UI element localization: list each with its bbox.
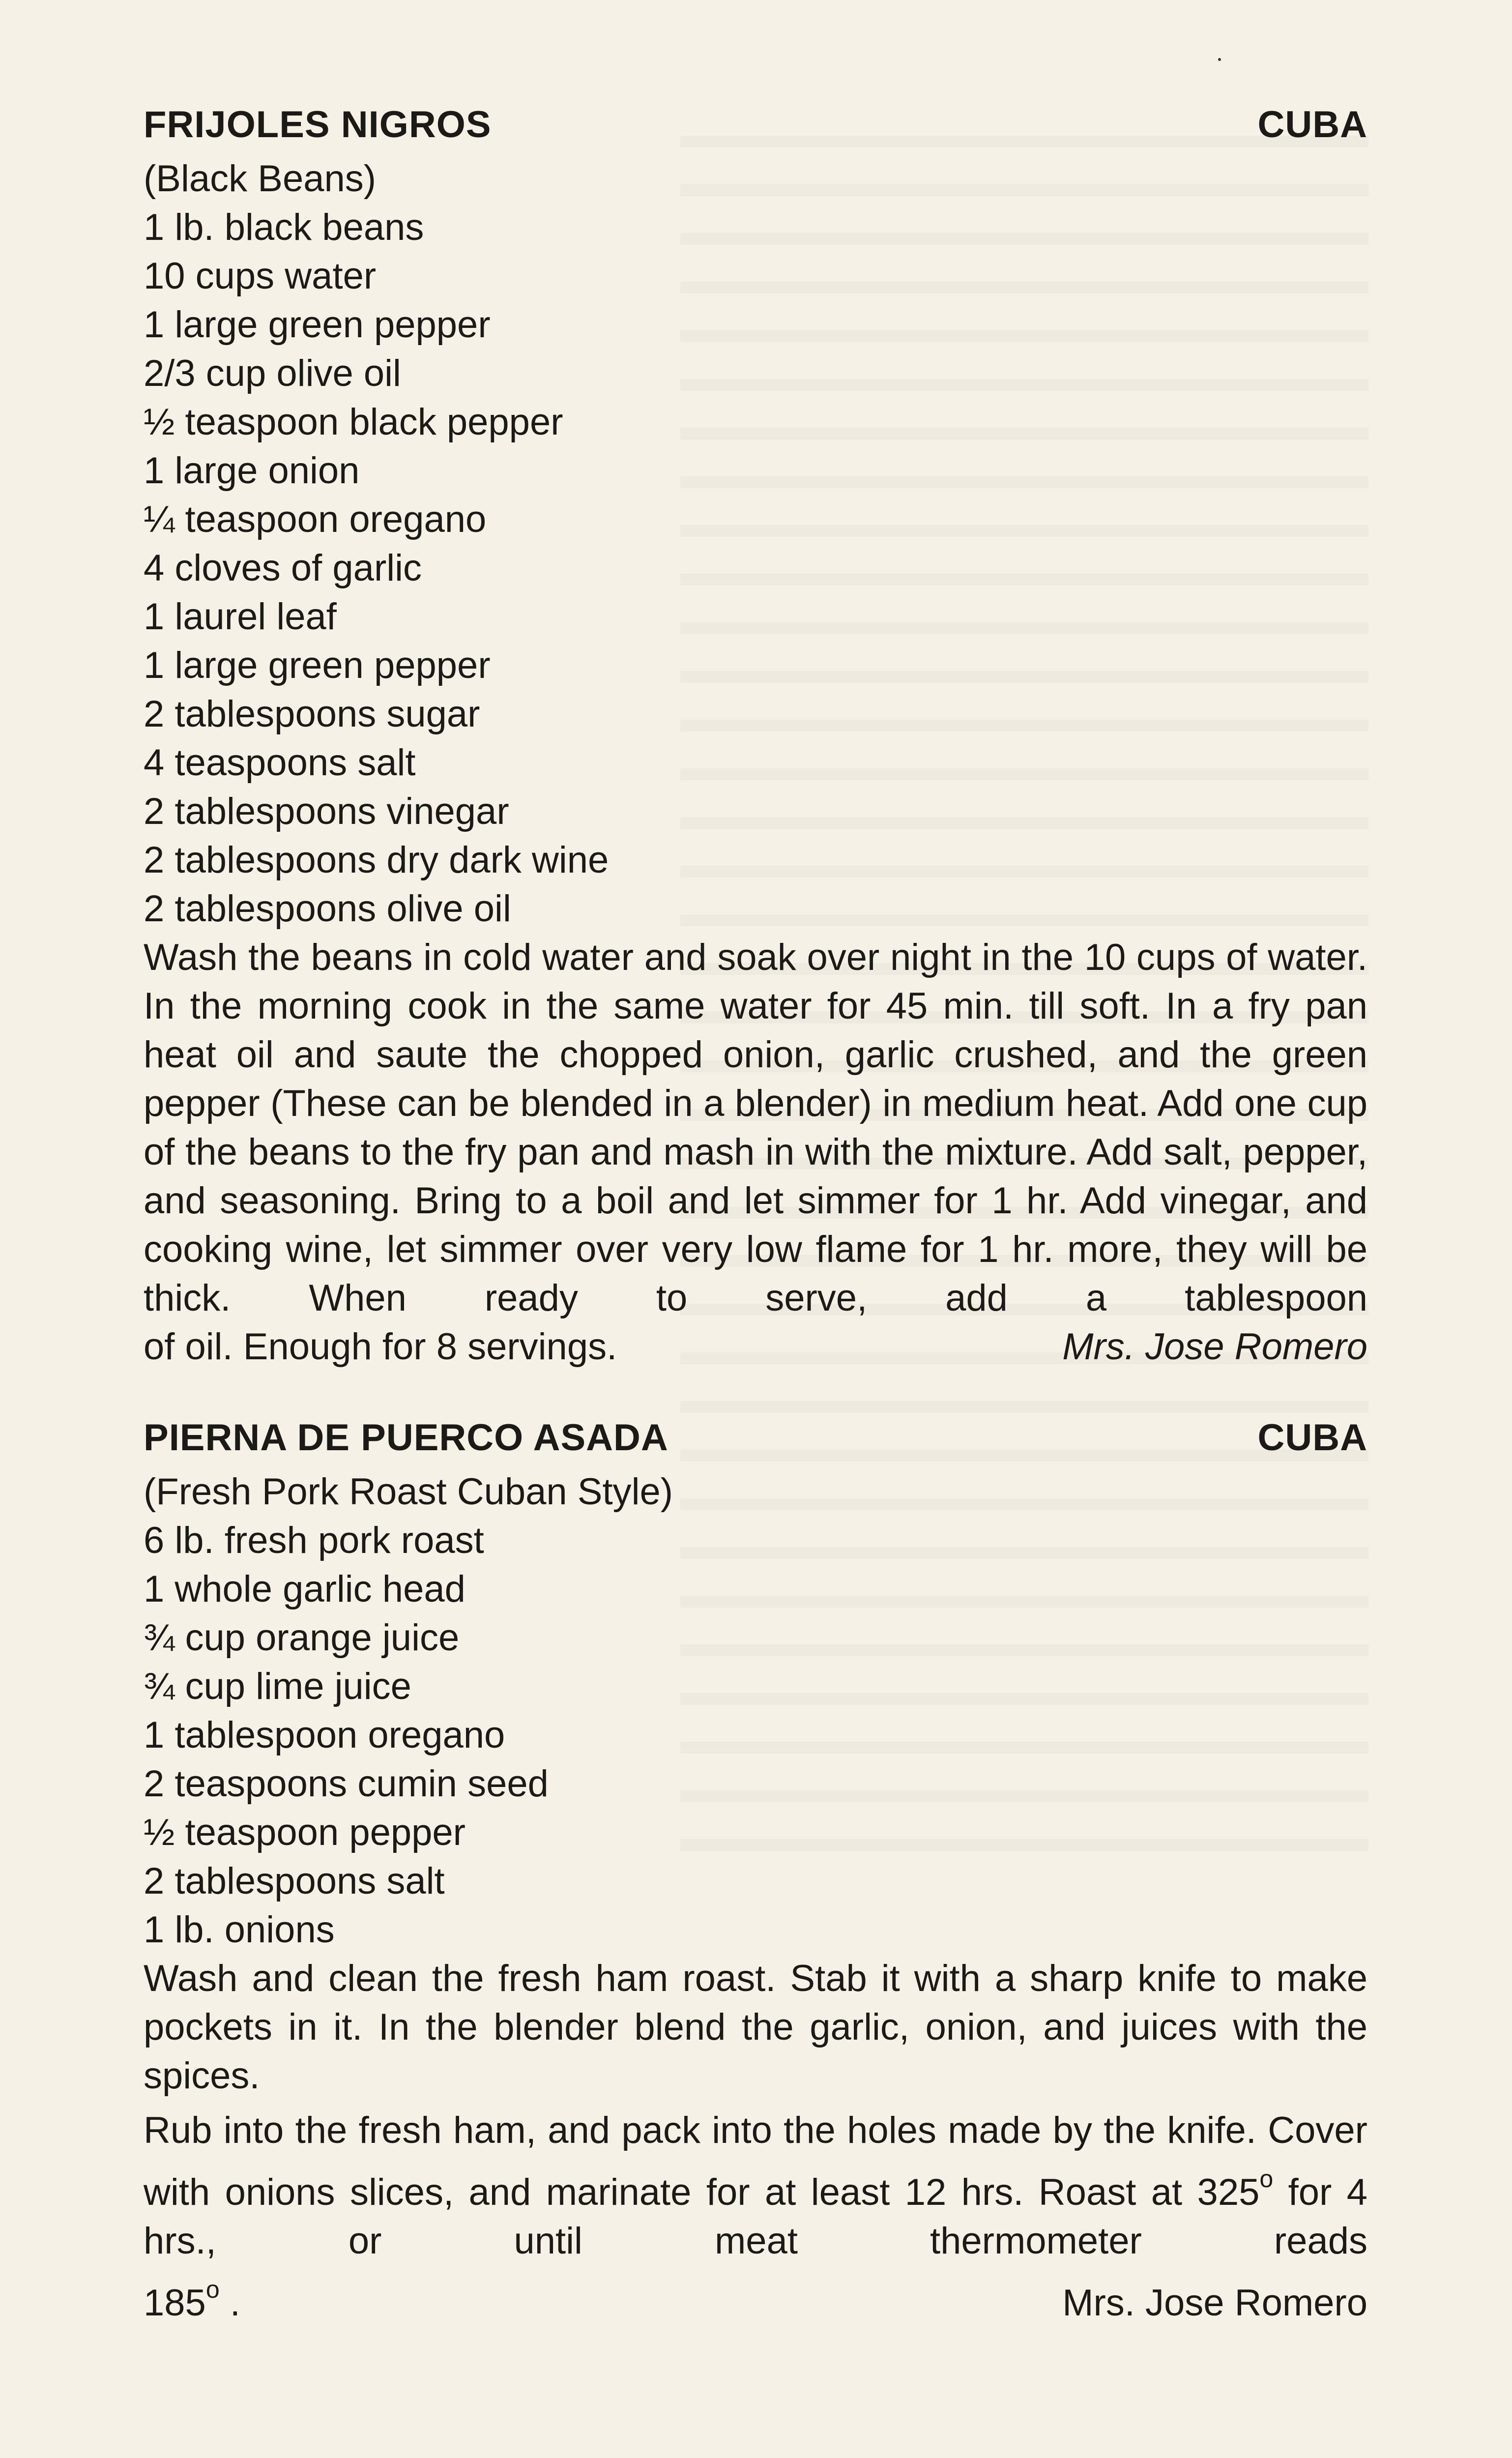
recipe-header: [144, 1416, 1367, 1467]
recipe-header: [144, 103, 1367, 154]
ingredient-item: 6 lb. fresh pork roast: [144, 1520, 484, 1561]
roast-instructions: Rub into the fresh ham, and pack into the holes made by the knife. Cover with onions slices, and marinate for at least 12 hrs. Roast at 325: [144, 2109, 1367, 2213]
ingredient-item: 2 tablespoons salt: [144, 1860, 445, 1902]
ingredient-item: ¾ cup orange juice: [144, 1617, 460, 1659]
ingredient-item: 1 tablespoon oregano: [144, 1714, 505, 1756]
ingredient-item: 1 large green pepper: [144, 644, 491, 686]
ingredient-item: 1 large green pepper: [144, 304, 491, 346]
paper-speck: [1218, 58, 1221, 61]
ingredient-item: 10 cups water: [144, 255, 377, 297]
final-temperature: [144, 2265, 240, 2327]
recipe-frijoles-nigros: [144, 103, 1367, 1371]
degree-symbol: o: [205, 2276, 220, 2303]
recipe-country: CUBA: [1257, 1417, 1367, 1459]
recipe-author: Mrs. Jose Romero: [1062, 2282, 1367, 2324]
recipe-subtitle: (Fresh Pork Roast Cuban Style): [144, 1471, 673, 1513]
ingredient-item: 1 large onion: [144, 450, 360, 492]
ingredient-item: 2 teaspoons cumin seed: [144, 1763, 549, 1805]
servings-note: of oil. Enough for 8 servings.: [144, 1326, 617, 1368]
ingredient-item: 2/3 cup olive oil: [144, 352, 401, 394]
ingredient-item: ½ teaspoon pepper: [144, 1812, 465, 1853]
recipe-instructions-part-2: [144, 2106, 1367, 2265]
recipe-title: PIERNA DE PUERCO ASADA: [144, 1417, 669, 1459]
ingredient-list: [144, 203, 1367, 933]
ingredient-item: ¼ teaspoon oregano: [144, 498, 487, 540]
recipe-subtitle: (Black Beans): [144, 158, 377, 200]
roast-instructions-cont: for 4 hrs., or until meat thermometer reads: [144, 2171, 1367, 2262]
ingredient-item: 1 lb. onions: [144, 1909, 335, 1951]
ingredient-item: 2 tablespoons vinegar: [144, 790, 509, 832]
temperature-value: 185: [144, 2282, 206, 2324]
ingredient-list: [144, 1516, 1367, 1954]
ingredient-item: 2 tablespoons sugar: [144, 693, 480, 735]
ingredient-item: 2 tablespoons dry dark wine: [144, 839, 609, 881]
recipe-pierna-de-puerco-asada: [144, 1416, 1367, 2327]
ingredient-item: 1 laurel leaf: [144, 596, 337, 638]
recipe-title: FRIJOLES NIGROS: [144, 104, 492, 146]
recipe-footer: [144, 1322, 1367, 1371]
ingredient-item: 1 lb. black beans: [144, 206, 424, 248]
recipe-author: Mrs. Jose Romero: [1062, 1326, 1367, 1368]
ingredient-item: 4 teaspoons salt: [144, 742, 416, 784]
ingredient-item: 1 whole garlic head: [144, 1568, 465, 1610]
ingredient-item: ½ teaspoon black pepper: [144, 401, 563, 443]
ingredient-item: ¾ cup lime juice: [144, 1666, 411, 1707]
cookbook-page: [144, 103, 1367, 2327]
temperature-end: .: [219, 2282, 240, 2324]
recipe-country: CUBA: [1257, 104, 1367, 146]
recipe-instructions: Wash the beans in cold water and soak over night in the 10 cups of water. In the morning cook in the same water for 45 min. till soft. In a fry pan heat oil and saute the chopped onion, garlic crushed, and the green pepper (These can be blended in a blender) in medium heat. Add one cup of the beans to the fry pan and mash in with the mixture. Add salt, pepper, and seasoning. Bring to a boil and let simmer for 1 hr. Add vinegar, and cooking wine, let simmer over very low flame for 1 hr. more, they will be thick. When ready to serve, add a tablespoon: [144, 936, 1367, 1319]
recipe-instructions-part-1: Wash and clean the fresh ham roast. Stab it with a sharp knife to make pockets in it. In the blender blend the garlic, onion, and juices with the spices.: [144, 1958, 1367, 2097]
degree-symbol: o: [1259, 2165, 1274, 2193]
ingredient-item: 2 tablespoons olive oil: [144, 888, 511, 930]
ingredient-item: 4 cloves of garlic: [144, 547, 422, 589]
recipe-footer: [144, 2265, 1367, 2327]
